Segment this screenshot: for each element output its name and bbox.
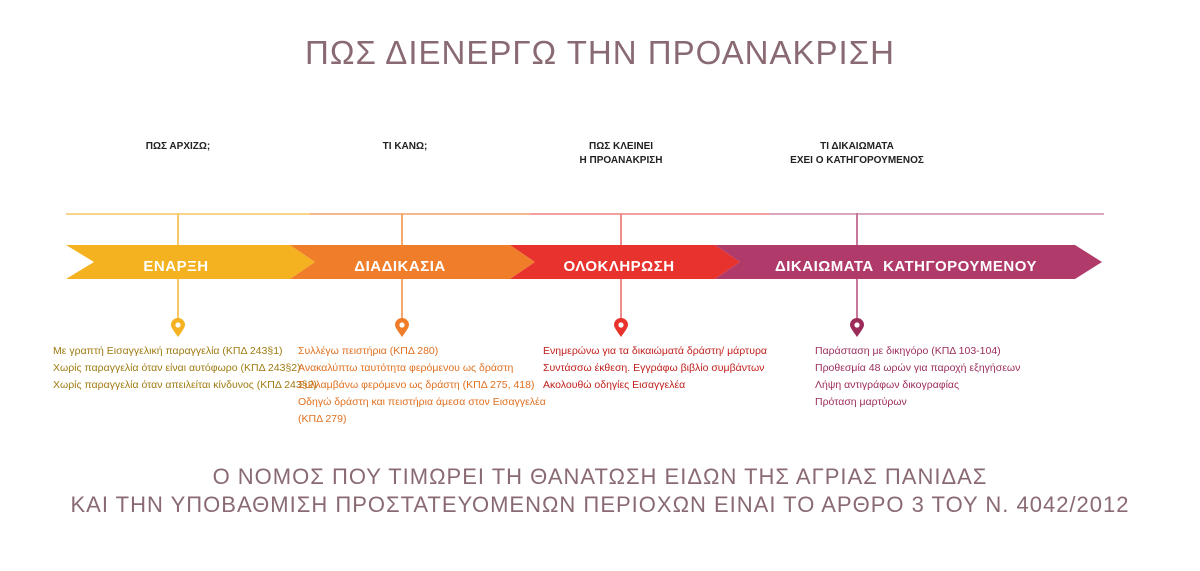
stage-label-rights: ΔΙΚΑΙΩΜΑΤΑ ΚΑΤΗΓΟΡΟΥΜΕΝΟΥ xyxy=(774,258,1038,275)
list-process xyxy=(298,343,546,428)
list-item: Συλλαμβάνω φερόμενο ως δράστη (ΚΠΔ 275, 418) xyxy=(298,379,535,391)
question-rights-line-1: ΤΙ ΔΙΚΑΙΩΜΑΤΑ xyxy=(820,141,894,152)
question-process xyxy=(383,140,428,154)
footer-line-2: ΚΑΙ ΤΗΝ ΥΠΟΒΑΘΜΙΣΗ ΠΡΟΣΤΑΤΕΥΟΜΕΝΩΝ ΠΕΡΙΟΧΩΝ ΕΙΝΑΙ ΤΟ ΑΡΘΡΟ 3 ΤΟΥ Ν. 4042/2012 xyxy=(70,492,1130,517)
list-item: Χωρίς παραγγελία όταν απειλείται κίνδυνος (ΚΠΔ 243§2) xyxy=(53,379,317,391)
list-item: Πρόταση μαρτύρων xyxy=(815,396,907,408)
stage-label-closure: ΟΛΟΚΛΗΡΩΣΗ xyxy=(563,258,675,275)
timeline-segment-closure xyxy=(530,213,770,215)
question-start-line: ΠΩΣ ΑΡΧΙΖΩ; xyxy=(145,141,211,152)
list-item: Με γραπτή Εισαγγελική παραγγελία (ΚΠΔ 243§1) xyxy=(53,345,283,357)
footer-line-1: Ο ΝΟΜΟΣ ΠΟΥ ΤΙΜΩΡΕΙ ΤΗ ΘΑΝΑΤΩΣΗ ΕΙΔΩΝ ΤΗΣ ΑΓΡΙΑΣ ΠΑΝΙΔΑΣ xyxy=(212,464,988,489)
list-item: Παράσταση με δικηγόρο (ΚΠΔ 103-104) xyxy=(815,345,1001,357)
stage-label-process: ΔΙΑΔΙΚΑΣΙΑ xyxy=(354,258,446,275)
list-item: Οδηγώ δράστη και πειστήρια άμεσα στον Εισαγγελέα xyxy=(298,396,546,408)
question-closure xyxy=(580,140,663,168)
pin-rights-icon xyxy=(849,318,865,338)
timeline-segment-rights xyxy=(770,213,1104,215)
list-item: Ενημερώνω για τα δικαιώματά δράστη/ μάρτυρα xyxy=(543,345,767,357)
question-closure-line-2: Η ΠΡΟΑΝΑΚΡΙΣΗ xyxy=(579,155,663,166)
list-closure xyxy=(543,343,767,394)
question-rights xyxy=(790,140,924,168)
list-item: Ανακαλύπτω ταυτότητα φερόμενου ως δράστη xyxy=(298,362,514,374)
list-item: Χωρίς παραγγελία όταν είναι αυτόφωρο (ΚΠΔ 243§2) xyxy=(53,362,301,374)
pin-closure-icon xyxy=(613,318,629,338)
stage-label-start: ΕΝΑΡΞΗ xyxy=(143,258,209,275)
list-item: Προθεσμία 48 ωρών για παροχή εξηγήσεων xyxy=(815,362,1021,374)
list-item: Συλλέγω πειστήρια (ΚΠΔ 280) xyxy=(298,345,439,357)
list-item: Ακολουθώ οδηγίες Εισαγγελέα xyxy=(543,379,686,391)
list-start xyxy=(53,343,317,394)
list-item: (ΚΠΔ 279) xyxy=(298,413,347,425)
list-item: Συντάσσω έκθεση. Εγγράφω βιβλίο συμβάντων xyxy=(543,362,765,374)
question-rights-line-2: ΕΧΕΙ Ο ΚΑΤΗΓΟΡΟΥΜΕΝΟΣ xyxy=(790,155,924,166)
question-start xyxy=(146,140,210,154)
timeline-segment-process xyxy=(310,213,530,215)
timeline-segment-start xyxy=(66,213,310,215)
page-title: ΠΩΣ ΔΙΕΝΕΡΓΩ ΤΗΝ ΠΡΟΑΝΑΚΡΙΣΗ xyxy=(305,34,895,71)
list-rights xyxy=(815,343,1020,411)
question-process-line: ΤΙ ΚΑΝΩ; xyxy=(382,141,428,152)
pin-start-icon xyxy=(170,318,186,338)
list-item: Λήψη αντιγράφων δικογραφίας xyxy=(815,379,960,391)
pin-process-icon xyxy=(394,318,410,338)
question-closure-line-1: ΠΩΣ ΚΛΕΙΝΕΙ xyxy=(588,141,654,152)
